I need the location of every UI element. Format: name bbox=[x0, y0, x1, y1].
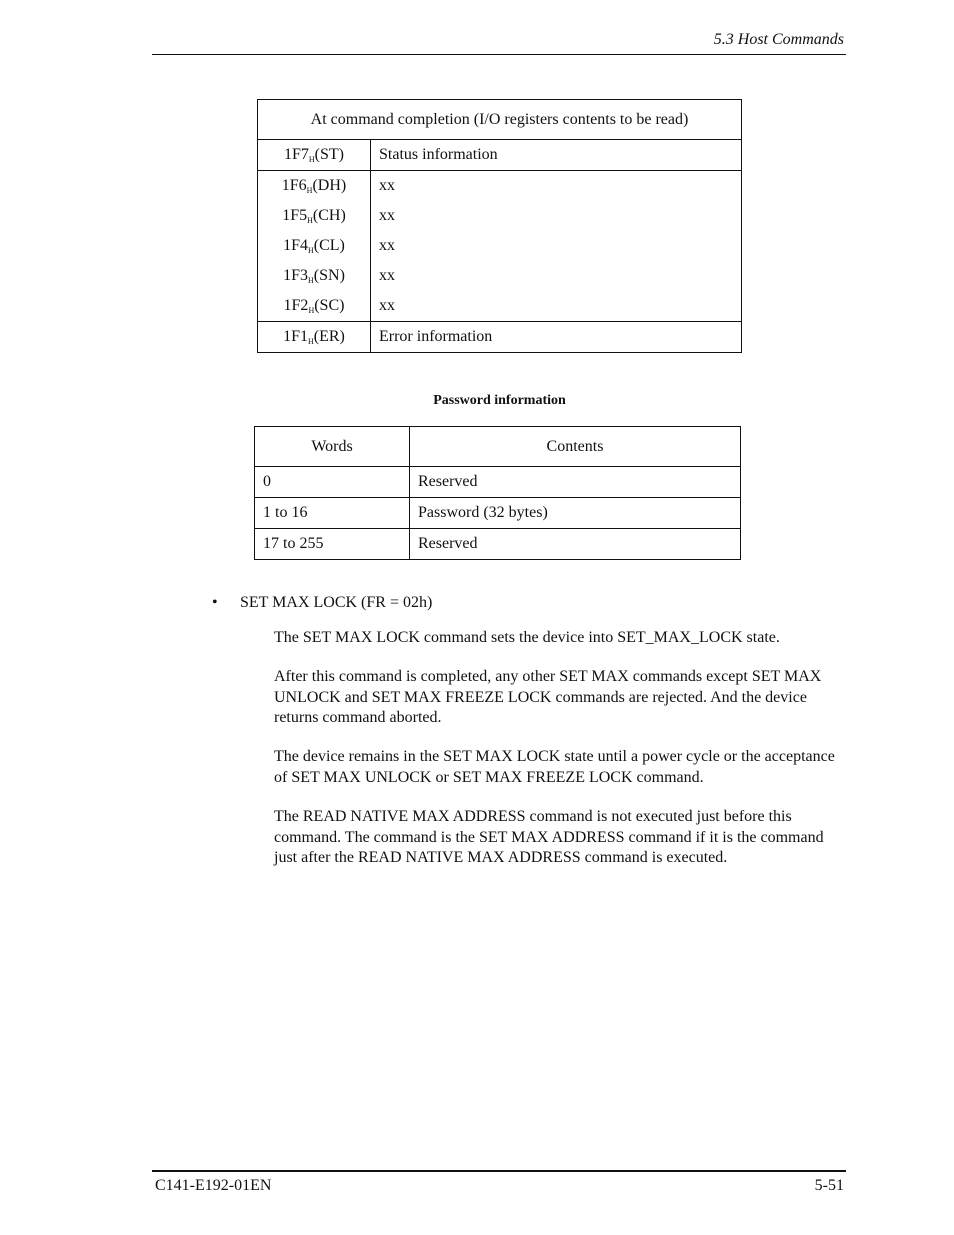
column-header-contents: Contents bbox=[410, 427, 741, 467]
words-cell: 17 to 255 bbox=[255, 529, 410, 560]
footer-rule bbox=[152, 1170, 846, 1172]
contents-cell: Reserved bbox=[410, 467, 741, 498]
document-id: C141-E192-01EN bbox=[155, 1177, 272, 1194]
register-value: Error information bbox=[371, 322, 742, 353]
register-cell: $1F1_H(ER)$ bbox=[258, 322, 371, 353]
table-row bbox=[255, 498, 741, 529]
paragraph: After this command is completed, any other SET MAX commands except SET MAX UNLOCK and SET MAX FREEZE LOCK commands are rejected. And the device returns command aborted. bbox=[274, 668, 822, 726]
table-row bbox=[258, 322, 742, 353]
contents-cell: Reserved bbox=[410, 529, 741, 560]
register-value: Status information bbox=[371, 140, 742, 171]
bullet-icon: • bbox=[212, 594, 218, 611]
running-header: 5.3 Host Commands bbox=[713, 31, 844, 48]
table-heading: At command completion (I/O registers contents to be read) bbox=[258, 100, 742, 140]
password-info-table bbox=[254, 426, 741, 560]
contents-cell: Password (32 bytes) bbox=[410, 498, 741, 529]
page-number: 5-51 bbox=[814, 1177, 844, 1194]
register-value-group: xx xx xx xx xx bbox=[371, 171, 742, 322]
table-caption: Password information bbox=[433, 393, 566, 408]
table-row bbox=[258, 171, 742, 322]
completion-register-table bbox=[257, 99, 742, 353]
register-cell-group: $1F6_H(DH)$ $1F5_H(CH)$ $1F4_H(CL)$ $1F3_H(SN)$ $1F2_H(SC)$ bbox=[258, 171, 371, 322]
words-cell: 0 bbox=[255, 467, 410, 498]
table-row bbox=[255, 467, 741, 498]
paragraph: The READ NATIVE MAX ADDRESS command is not executed just before this command. The command is the SET MAX ADDRESS command if it is the command just after the READ NATIVE MAX ADDRESS command is executed. bbox=[274, 808, 824, 866]
header-rule bbox=[152, 54, 846, 55]
column-header-words: Words bbox=[255, 427, 410, 467]
paragraph: The SET MAX LOCK command sets the device into SET_MAX_LOCK state. bbox=[274, 629, 780, 646]
words-cell: 1 to 16 bbox=[255, 498, 410, 529]
bullet-title: SET MAX LOCK (FR = 02h) bbox=[240, 594, 433, 611]
table-row bbox=[255, 529, 741, 560]
paragraph: The device remains in the SET MAX LOCK state until a power cycle or the acceptance of SET MAX UNLOCK or SET MAX FREEZE LOCK command. bbox=[274, 748, 835, 786]
register-cell: $1F7_H(ST)$ bbox=[258, 140, 371, 171]
table-row bbox=[258, 140, 742, 171]
